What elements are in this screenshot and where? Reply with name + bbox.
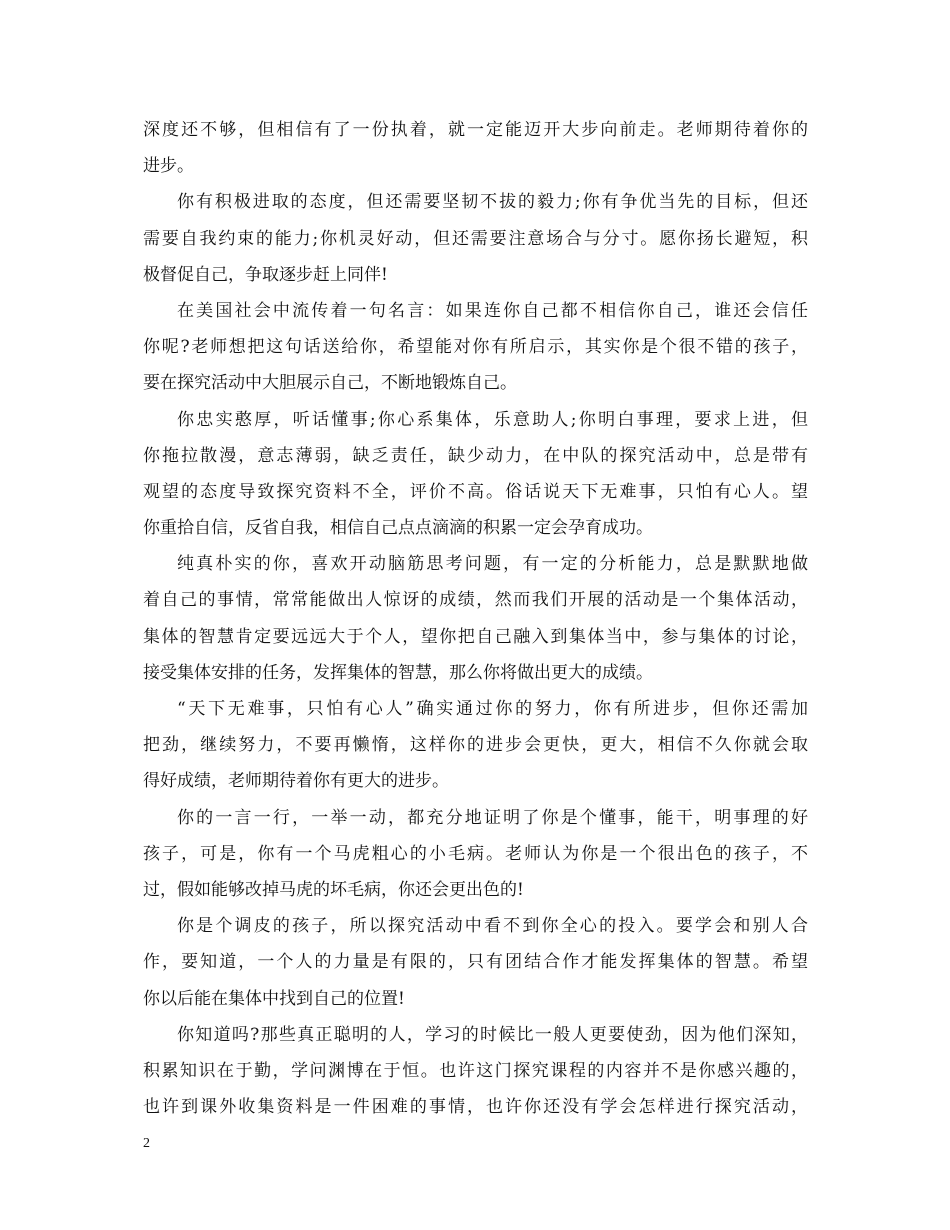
text-line: 你拖拉散漫，意志薄弱，缺乏责任，缺少动力，在中队的探究活动中，总是带有 xyxy=(143,445,808,466)
text-line: 你有积极进取的态度，但还需要坚韧不拔的毅力;你有争优当先的目标，但还 xyxy=(177,192,808,213)
text-line: 你是个调皮的孩子，所以探究活动中看不到你全心的投入。要学会和别人合 xyxy=(177,916,808,937)
text-line: 极督促自己，争取逐步赶上同伴! xyxy=(143,264,388,285)
text-line: 你的一言一行，一举一动，都充分地证明了你是个懂事，能干，明事理的好 xyxy=(177,807,808,828)
text-line: 深度还不够，但相信有了一份执着，就一定能迈开大步向前走。老师期待着你的 xyxy=(143,120,808,140)
text-line: 孩子，可是，你有一个马虎粗心的小毛病。老师认为你是一个很出色的孩子，不 xyxy=(143,843,808,864)
text-line: 你忠实憨厚，听话懂事;你心系集体，乐意助人;你明白事理，要求上进，但 xyxy=(177,409,808,430)
text-line: “天下无难事，只怕有心人”确实通过你的努力，你有所进步，但你还需加 xyxy=(177,699,808,719)
text-line: 进步。 xyxy=(143,156,194,177)
text-line: 需要自我约束的能力;你机灵好动，但还需要注意场合与分寸。愿你扬长避短，积 xyxy=(143,228,808,249)
page-number: 2 xyxy=(143,1136,150,1151)
text-line: 你重拾自信，反省自我，相信自己点点滴滴的积累一定会孕育成功。 xyxy=(143,518,653,539)
text-line: 着自己的事情，常常能做出人惊讶的成绩，然而我们开展的活动是一个集体活动， xyxy=(143,590,808,611)
text-line: 你呢?老师想把这句话送给你，希望能对你有所启示，其实你是个很不错的孩子， xyxy=(143,337,808,358)
text-line: 你以后能在集体中找到自己的位置! xyxy=(143,988,405,1009)
text-line: 在美国社会中流传着一句名言：如果连你自己都不相信你自己，谁还会信任 xyxy=(177,300,808,321)
text-line: 也许到课外收集资料是一件困难的事情，也许你还没有学会怎样进行探究活动， xyxy=(143,1097,808,1118)
text-line: 集体的智慧肯定要远远大于个人，望你把自己融入到集体当中，参与集体的讨论， xyxy=(143,626,808,647)
text-line: 接受集体安排的任务，发挥集体的智慧，那么你将做出更大的成绩。 xyxy=(143,662,653,683)
text-line: 过，假如能够改掉马虎的坏毛病，你还会更出色的! xyxy=(143,879,524,900)
text-line: 把劲，继续努力，不要再懒惰，这样你的进步会更快，更大，相信不久你就会取 xyxy=(143,735,808,756)
text-line: 得好成绩，老师期待着你有更大的进步。 xyxy=(143,771,449,792)
text-line: 作，要知道，一个人的力量是有限的，只有团结合作才能发挥集体的智慧。希望 xyxy=(143,952,808,973)
text-line: 纯真朴实的你，喜欢开动脑筋思考问题，有一定的分析能力，总是默默地做 xyxy=(177,554,808,575)
text-line: 要在探究活动中大胆展示自己，不断地锻炼自己。 xyxy=(143,373,517,394)
text-line: 你知道吗?那些真正聪明的人，学习的时候比一般人更要使劲，因为他们深知， xyxy=(177,1024,808,1045)
text-line: 观望的态度导致探究资料不全，评价不高。俗话说天下无难事，只怕有心人。望 xyxy=(143,481,808,502)
body-text xyxy=(143,112,808,1125)
text-line: 积累知识在于勤，学问渊博在于恒。也许这门探究课程的内容并不是你感兴趣的， xyxy=(143,1060,808,1081)
